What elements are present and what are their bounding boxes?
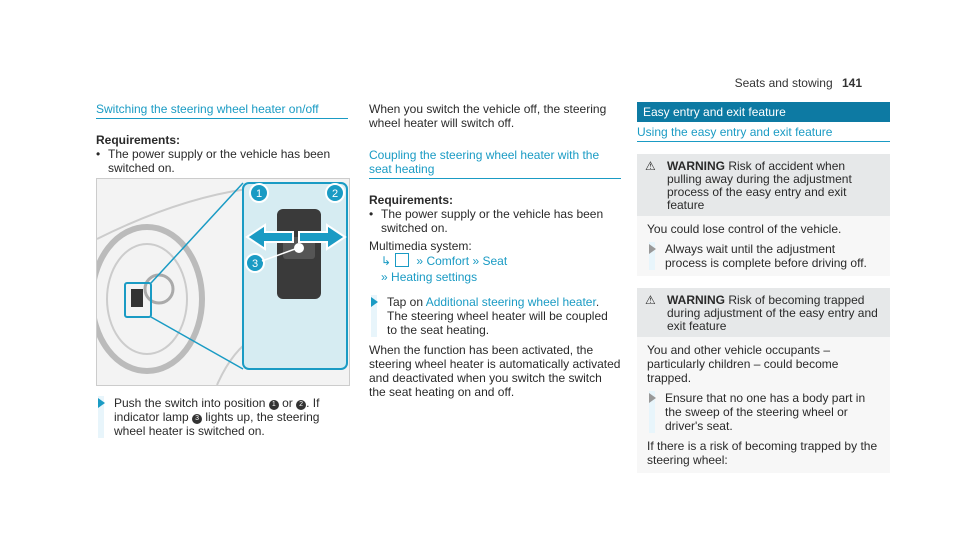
warning-tail: If there is a risk of becoming trapped by the steering wheel:	[647, 439, 878, 467]
arrow-icon	[649, 393, 656, 403]
section-title: Coupling the steering wheel heater with the seat heating	[369, 148, 621, 179]
warning-icon: ⚠	[645, 293, 656, 307]
warning-icon: ⚠	[645, 159, 656, 173]
intro-text: When you switch the vehicle off, the steering wheel heater will switch off.	[369, 102, 607, 130]
section-title: Switching the steering wheel heater on/off	[96, 102, 348, 119]
column-2	[369, 102, 621, 399]
instruction-step: Tap on Additional steering wheel heater. The steering wheel heater will be coupled to the seat heating.	[369, 295, 621, 337]
column-1	[96, 102, 348, 175]
steering-wheel-illustration	[96, 178, 350, 386]
function-description: When the function has been activated, the steering wheel heater is automatically activated and deactivated when you switch the switch the seat heating on and off.	[369, 343, 621, 399]
warning-text: You could lose control of the vehicle.	[647, 222, 842, 236]
warning-step: Always wait until the adjustment process is complete before driving off.	[647, 242, 880, 270]
multimedia-label: Multimedia system:	[369, 239, 472, 253]
warning-text: You and other vehicle occupants – particularly children – could become trapped.	[647, 343, 839, 385]
column-3	[637, 102, 890, 473]
feature-banner: Easy entry and exit feature	[637, 102, 890, 122]
menu-link[interactable]: Additional steering wheel heater	[425, 295, 596, 309]
home-icon	[395, 253, 409, 267]
marker-1: 1	[255, 188, 263, 200]
requirements-label: Requirements:	[369, 193, 454, 207]
warning-step: Ensure that no one has a body part in the sweep of the steering wheel or driver's seat.	[647, 391, 880, 433]
requirement-item: • The power supply or the vehicle has been switched on.	[369, 207, 604, 235]
section-name: Seats and stowing	[734, 76, 833, 90]
requirements-label: Requirements:	[96, 133, 181, 147]
warning-box-2: ⚠ WARNING Risk of becoming trapped during adjustment of the easy entry and exit feature You and other vehicle occupants – particularly children – could become trapped. Ensure that no one has a body part in the sweep of the steering wheel or driver's seat. If there is a risk of becoming trapped by the steering wheel:	[637, 288, 890, 473]
page-number: 141	[841, 76, 862, 90]
marker-2: 2	[331, 188, 339, 200]
warning-box-1: ⚠ WARNING Risk of accident when pulling away during the adjustment process of the easy entry and exit feature You could lose control of the vehicle. Always wait until the adjustment process is complete before driving off.	[637, 154, 890, 276]
column-1-step	[96, 396, 348, 438]
requirement-item: • The power supply or the vehicle has been switched on.	[96, 147, 331, 175]
arrow-icon	[98, 398, 105, 408]
page-header	[735, 76, 862, 90]
instruction-step: Push the switch into position 1 or 2 . If indicator lamp 3 lights up, the steering wheel heater is switched on.	[96, 396, 348, 438]
arrow-icon	[649, 244, 656, 254]
illustration-svg	[97, 179, 349, 385]
section-title: Using the easy entry and exit feature	[637, 125, 890, 142]
arrow-icon	[371, 297, 378, 307]
menu-path: ↳ » Comfort » Seat » Heating settings	[381, 254, 508, 284]
marker-3: 3	[251, 258, 259, 270]
